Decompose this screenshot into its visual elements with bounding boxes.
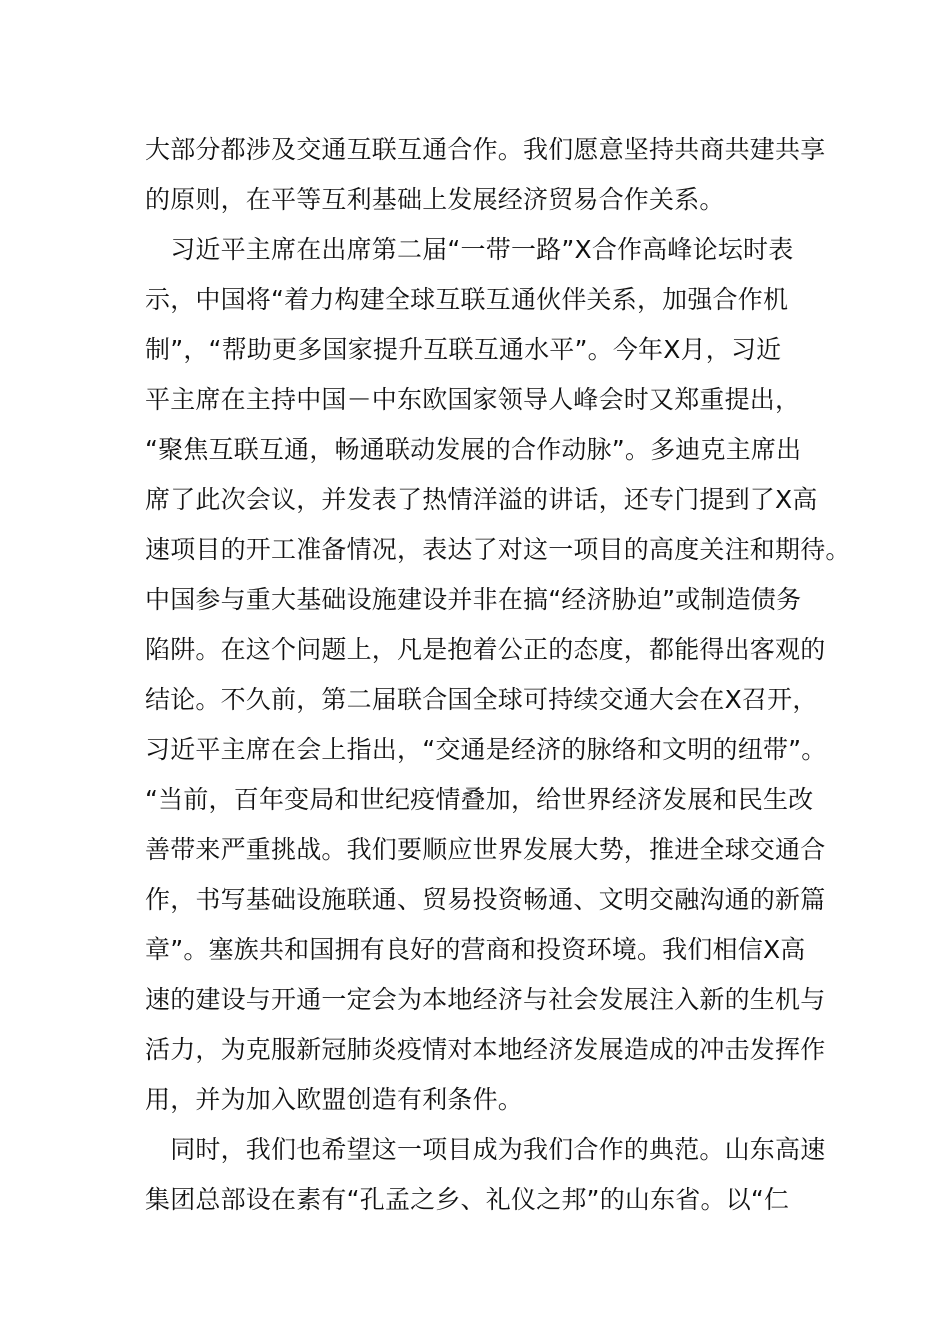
- text-line: “当前，百年变局和世纪疫情叠加，给世界经济发展和民生改: [145, 785, 814, 814]
- text-line: 大部分都涉及交通互联互通合作。我们愿意坚持共商共建共享: [145, 135, 826, 164]
- body-text: [145, 125, 851, 1225]
- text-line: 中国参与重大基础设施建设并非在搞“经济胁迫”或制造债务: [145, 585, 802, 614]
- text-line: 陷阱。在这个问题上，凡是抱着公正的态度，都能得出客观的: [145, 635, 826, 664]
- text-line: “聚焦互联互通，畅通联动发展的合作动脉”。多迪克主席出: [145, 435, 802, 464]
- text-line: 速的建设与开通一定会为本地经济与社会发展注入新的生机与: [145, 985, 826, 1014]
- text-line: 速项目的开工准备情况，表达了对这一项目的高度关注和期待。: [145, 535, 851, 564]
- text-line: 示，中国将“着力构建全球互联互通伙伴关系，加强合作机: [145, 285, 789, 314]
- text-line: 用，并为加入欧盟创造有利条件。: [145, 1085, 524, 1114]
- text-line: 同时，我们也希望这一项目成为我们合作的典范。山东高速: [145, 1135, 826, 1164]
- text-line: 习近平主席在出席第二届“一带一路”X合作高峰论坛时表: [145, 235, 794, 264]
- text-line: 善带来严重挑战。我们要顺应世界发展大势，推进全球交通合: [145, 835, 826, 864]
- text-line: 结论。不久前，第二届联合国全球可持续交通大会在X召开，: [145, 685, 818, 714]
- text-line: 章”。塞族共和国拥有良好的营商和投资环境。我们相信X高: [145, 935, 806, 964]
- text-line: 习近平主席在会上指出，“交通是经济的脉络和文明的纽带”。: [145, 735, 827, 764]
- text-line: 制”，“帮助更多国家提升互联互通水平”。今年X月，习近: [145, 335, 782, 364]
- text-line: 作，书写基础设施联通、贸易投资畅通、文明交融沟通的新篇: [145, 885, 826, 914]
- text-line: 活力，为克服新冠肺炎疫情对本地经济发展造成的冲击发挥作: [145, 1035, 826, 1064]
- text-line: 集团总部设在素有“孔孟之乡、礼仪之邦”的山东省。以“仁: [145, 1185, 790, 1214]
- text-line: 席了此次会议，并发表了热情洋溢的讲话，还专门提到了X高: [145, 485, 818, 514]
- text-line: 平主席在主持中国－中东欧国家领导人峰会时又郑重提出，: [145, 385, 801, 414]
- text-line: 的原则，在平等互利基础上发展经济贸易合作关系。: [145, 185, 725, 214]
